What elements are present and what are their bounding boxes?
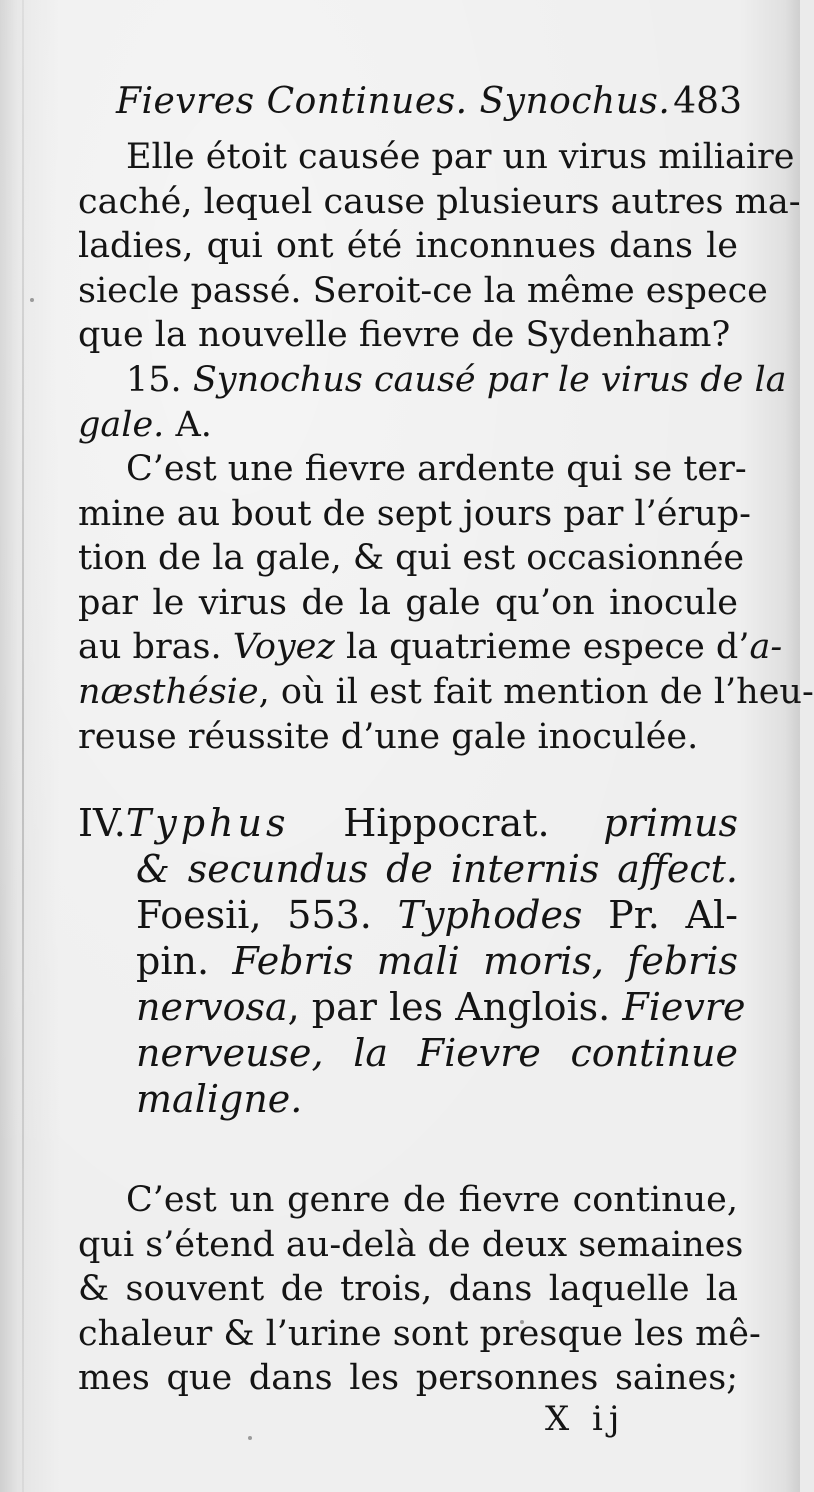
text-line: par le virus de la gale qu’on inocule bbox=[78, 582, 738, 623]
paragraph-typhus-definition bbox=[78, 1178, 761, 1401]
text-line: mes que dans les personnes saines; bbox=[78, 1358, 738, 1399]
synonym-nervosa: nervosa bbox=[136, 985, 288, 1029]
synonym-fievre: Fievre bbox=[622, 985, 746, 1029]
text-run: au bras. bbox=[78, 627, 222, 668]
ink-speck bbox=[248, 1436, 252, 1440]
species-15-heading bbox=[78, 358, 787, 447]
cross-reference: Voyez bbox=[232, 627, 335, 668]
text-run: la quatrieme espece d’ bbox=[345, 627, 750, 668]
genus-author: Hippocrat. bbox=[343, 801, 550, 845]
genus-iv-typhus bbox=[78, 800, 746, 1122]
text-line: C’est une fievre ardente qui se ter- bbox=[126, 449, 747, 489]
species-heading-line bbox=[78, 403, 738, 448]
text-line: tion de la gale, & qui est occasionnée bbox=[78, 538, 745, 579]
genus-reference: , par les Anglois. bbox=[287, 985, 611, 1029]
paragraph-miliary-virus bbox=[78, 135, 801, 358]
text-line: reuse réussite d’une gale inoculée. bbox=[78, 716, 699, 757]
term-anaesthesia-end: næsthésie bbox=[78, 671, 259, 712]
text-line: qui s’étend au-delà de deux semaines bbox=[78, 1224, 744, 1265]
synonym-typhodes: Typhodes bbox=[397, 893, 583, 937]
genus-numeral: IV. bbox=[78, 801, 126, 845]
genus-reference: Pr. Al- bbox=[608, 893, 738, 937]
species-name: Synochus causé par le virus de la bbox=[192, 360, 787, 400]
text-line: & souvent de trois, dans laquelle la bbox=[78, 1269, 738, 1310]
text-line bbox=[78, 670, 814, 715]
genus-line: & secundus de internis affect. bbox=[136, 847, 738, 891]
running-head bbox=[116, 72, 746, 132]
species-name-end: gale. bbox=[78, 404, 165, 445]
species-heading-line bbox=[78, 358, 787, 403]
text-line: caché, lequel cause plusieurs autres ma- bbox=[78, 181, 801, 222]
text-line bbox=[78, 625, 783, 670]
page-gutter bbox=[22, 0, 24, 1492]
text-line: Elle étoit causée par un virus miliaire bbox=[126, 137, 795, 177]
text-line: C’est un genre de fievre continue, bbox=[126, 1180, 738, 1220]
species-author: A. bbox=[175, 404, 212, 445]
text-run: , où il est fait mention de l’heu- bbox=[258, 671, 814, 712]
term-anaesthesia-start: a- bbox=[749, 627, 783, 668]
signature-mark: X ij bbox=[545, 1399, 626, 1439]
genus-reference: primus bbox=[603, 801, 738, 845]
synonym-febris: Febris mali moris, febris bbox=[232, 939, 738, 983]
genus-reference: Foesii, 553. bbox=[136, 893, 372, 937]
genus-name: Typhus bbox=[125, 801, 290, 845]
genus-line bbox=[78, 800, 738, 846]
ink-speck bbox=[520, 1320, 524, 1324]
ink-speck bbox=[30, 298, 34, 302]
page-number: 483 bbox=[673, 81, 742, 122]
genus-line: nerveuse, la Fievre continue bbox=[136, 1031, 738, 1075]
text-line: que la nouvelle fievre de Sydenham? bbox=[78, 315, 731, 356]
text-line: chaleur & l’urine sont presque les mê- bbox=[78, 1313, 761, 1354]
genus-line bbox=[78, 892, 738, 938]
genus-line bbox=[78, 984, 746, 1030]
text-line: mine au bout de sept jours par l’érup- bbox=[78, 493, 751, 534]
paragraph-scabies-fever bbox=[78, 447, 814, 759]
genus-line bbox=[78, 938, 738, 984]
species-number: 15. bbox=[126, 360, 182, 400]
text-line: siecle passé. Seroit-ce la même espece bbox=[78, 270, 768, 311]
text-line: ladies, qui ont été inconnues dans le bbox=[78, 226, 738, 267]
genus-reference: pin. bbox=[136, 939, 210, 983]
running-head-title: Fievres Continues. Synochus. bbox=[116, 81, 671, 122]
genus-line: maligne. bbox=[136, 1077, 303, 1121]
